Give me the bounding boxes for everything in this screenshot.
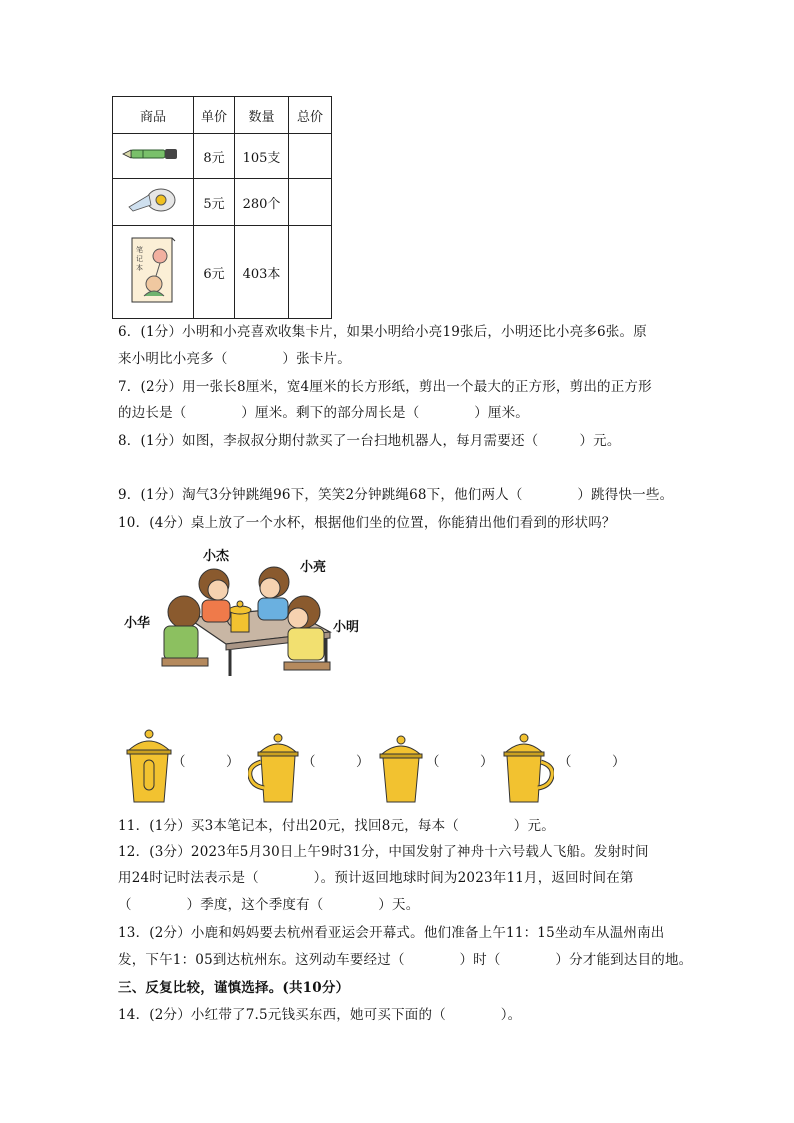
question-9: 9．(1分）淘气3分钟跳绳96下，笑笑2分钟跳绳68下，他们两人（ ）跳得快一些。 [118,487,674,503]
question-8: 8．(1分）如图，李叔叔分期付款买了一台扫地机器人，每月需要还（ ）元。 [118,433,621,449]
goods-table [112,96,332,319]
question-11: 11．(1分）买3本笔记本，付出20元，找回8元，每本（ ）元。 [118,818,555,834]
price-cell: 5元 [194,179,235,226]
qty-cell: 105支 [235,134,289,179]
correction-tape-icon [113,179,194,226]
qty-cell: 403本 [235,226,289,319]
table-row [113,134,332,179]
price-cell: 6元 [194,226,235,319]
svg-text:记: 记 [136,255,143,263]
question-6-line2: 来小明比小亮多（ ）张卡片。 [118,351,351,367]
question-13-line1: 13．(2分）小鹿和妈妈要去杭州看亚运会开幕式。他们准备上午11：15坐动车从温州南出 [118,925,665,941]
cup-left-handle-view-icon [248,732,302,808]
header-cell: 单价 [194,97,235,134]
question-7-line1: 7．(2分）用一张长8厘米，宽4厘米的长方形纸，剪出一个最大的正方形，剪出的正方形 [118,379,652,395]
price-cell: 8元 [194,134,235,179]
table-row [113,226,332,319]
question-10: 10．(4分）桌上放了一个水杯，根据他们坐的位置，你能猜出他们看到的形状吗？ [118,515,616,531]
kid-label-xiaohua: 小华 [124,616,151,631]
header-cell: 商品 [113,97,194,134]
pen-icon [113,134,194,179]
header-cell: 数量 [235,97,289,134]
total-cell [289,134,332,179]
cup-right-handle-view-icon [500,732,554,808]
question-6-line1: 6．(1分）小明和小亮喜欢收集卡片，如果小明给小亮19张后，小明还比小亮多6张。原 [118,324,647,340]
cup-back-view-icon [378,734,424,808]
question-7-line2: 的边长是（ ）厘米。剩下的部分周长是（ ）厘米。 [118,405,529,421]
cup-front-view-icon [124,728,174,808]
kid-label-xiaojie: 小杰 [203,549,230,564]
table-header-row [113,97,332,134]
qty-cell: 280个 [235,179,289,226]
header-cell: 总价 [289,97,332,134]
cup-answer-blank-1: （ ） [172,754,240,770]
svg-text:本: 本 [136,264,143,272]
total-cell [289,179,332,226]
cup-answer-blank-3: （ ） [426,754,494,770]
cup-answer-blank-2: （ ） [302,754,370,770]
question-13-line2: 发，下午1：05到达杭州东。这列动车要经过（ ）时（ ）分才能到达目的地。 [118,952,693,968]
question-12-line3: （ ）季度，这个季度有（ ）天。 [118,897,420,913]
section-heading: 三、反复比较，谨慎选择。(共10分） [118,980,350,996]
svg-text:笔: 笔 [136,246,143,254]
cup-answer-blank-4: （ ） [558,754,626,770]
total-cell [289,226,332,319]
kid-label-xiaoliang: 小亮 [300,560,327,575]
kid-label-xiaoming: 小明 [333,620,360,635]
question-12-line1: 12．(3分）2023年5月30日上午9时31分，中国发射了神舟十六号载人飞船。发射时间 [118,844,649,860]
question-12-line2: 用24时记时法表示是（ ）。预计返回地球时间为2023年11月，返回时间在第 [118,870,634,886]
notebook-icon [113,226,194,319]
table-row [113,179,332,226]
question-14: 14．(2分）小红带了7.5元钱买东西，她可买下面的（ ）。 [118,1007,522,1023]
